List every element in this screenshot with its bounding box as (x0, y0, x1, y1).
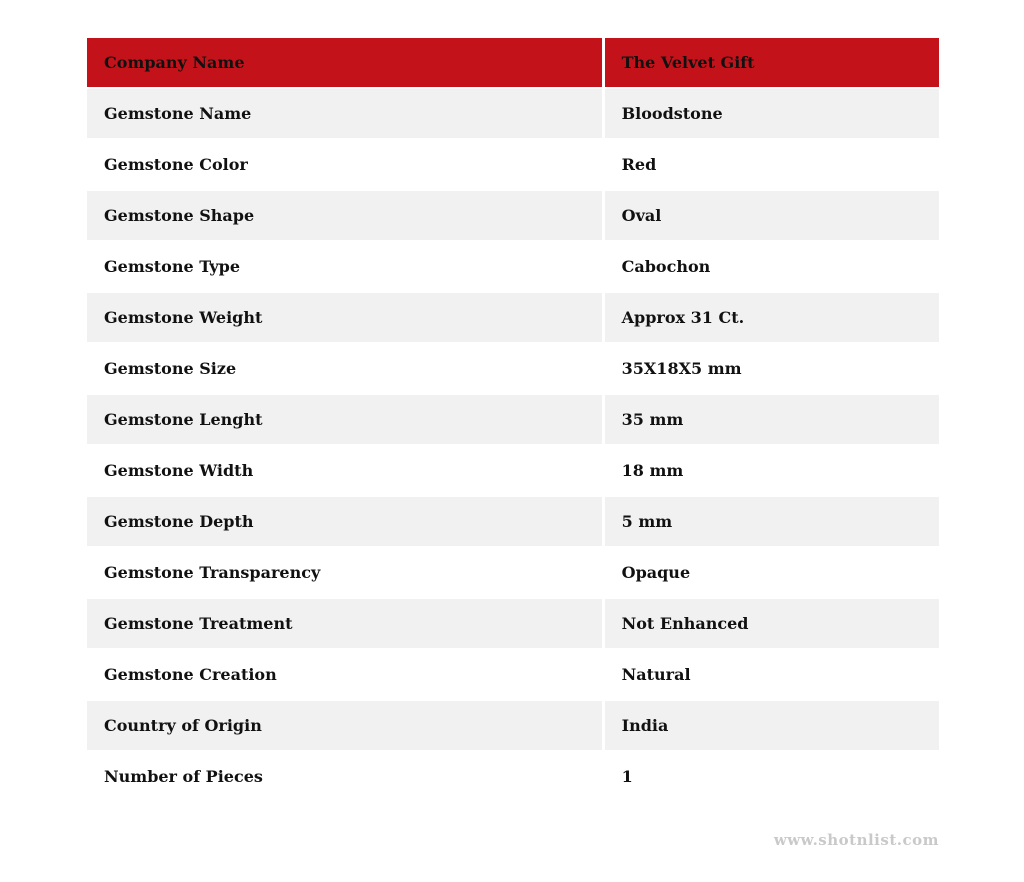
row-value-cell: Cabochon (605, 242, 939, 291)
table-header-row (87, 38, 939, 87)
row-label-cell: Gemstone Size (87, 344, 602, 393)
table-row (87, 599, 939, 648)
row-value-cell: 18 mm (605, 446, 939, 495)
row-label-cell: Gemstone Lenght (87, 395, 602, 444)
table-row (87, 293, 939, 342)
table-row (87, 395, 939, 444)
row-label-cell: Gemstone Name (87, 89, 602, 138)
row-label-cell: Gemstone Treatment (87, 599, 602, 648)
table-row (87, 242, 939, 291)
row-label-cell: Gemstone Transparency (87, 548, 602, 597)
row-value-cell: Not Enhanced (605, 599, 939, 648)
row-label-cell: Gemstone Type (87, 242, 602, 291)
table-row (87, 548, 939, 597)
row-label-cell: Gemstone Depth (87, 497, 602, 546)
table-row (87, 344, 939, 393)
row-value-cell: India (605, 701, 939, 750)
row-value-cell: Oval (605, 191, 939, 240)
table-row (87, 446, 939, 495)
row-label-cell: Gemstone Shape (87, 191, 602, 240)
row-value-cell: Bloodstone (605, 89, 939, 138)
row-label-cell: Number of Pieces (87, 752, 602, 801)
row-value-cell: Approx 31 Ct. (605, 293, 939, 342)
header-value-cell: The Velvet Gift (605, 38, 939, 87)
watermark-text: www.shotnlist.com (773, 831, 939, 849)
gemstone-spec-table-container (84, 36, 942, 849)
table-row (87, 140, 939, 189)
header-label-cell: Company Name (87, 38, 602, 87)
row-value-cell: 1 (605, 752, 939, 801)
row-label-cell: Gemstone Weight (87, 293, 602, 342)
row-label-cell: Gemstone Width (87, 446, 602, 495)
row-value-cell: Opaque (605, 548, 939, 597)
row-label-cell: Gemstone Color (87, 140, 602, 189)
table-row (87, 650, 939, 699)
row-value-cell: 35X18X5 mm (605, 344, 939, 393)
table-row (87, 191, 939, 240)
row-value-cell: Natural (605, 650, 939, 699)
row-label-cell: Country of Origin (87, 701, 602, 750)
table-row (87, 89, 939, 138)
table-row (87, 497, 939, 546)
gemstone-spec-table (84, 36, 942, 803)
row-label-cell: Gemstone Creation (87, 650, 602, 699)
table-row (87, 752, 939, 801)
row-value-cell: Red (605, 140, 939, 189)
row-value-cell: 5 mm (605, 497, 939, 546)
table-row (87, 701, 939, 750)
row-value-cell: 35 mm (605, 395, 939, 444)
